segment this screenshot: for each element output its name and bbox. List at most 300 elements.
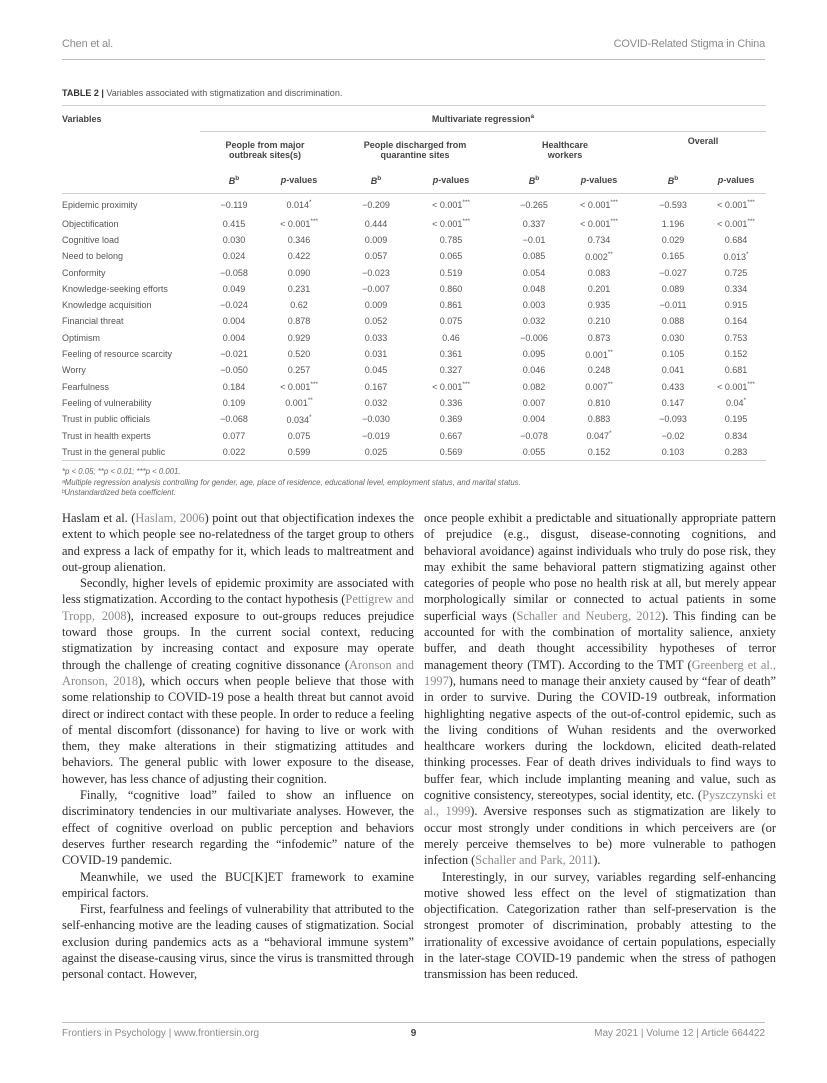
p-value: 0.075 — [439, 316, 463, 327]
p-value: 0.257 — [287, 365, 311, 376]
table-row — [62, 346, 766, 362]
p-value: 0.883 — [587, 414, 611, 425]
p-value: 0.599 — [287, 446, 311, 457]
spacer — [490, 297, 500, 313]
significance-stars: *** — [462, 381, 470, 389]
b-value: 0.030 — [222, 234, 246, 245]
b-value: 0.004 — [222, 316, 246, 327]
table-body — [62, 194, 766, 461]
b-value: −0.093 — [659, 414, 687, 425]
multivariate-header-sup: a — [530, 113, 535, 120]
footer-journal: Frontiers in Psychology | www.frontiersin.org — [62, 1028, 260, 1039]
p-subheader — [268, 168, 330, 194]
table-label: TABLE 2 | — [62, 88, 104, 98]
p-value: 0.861 — [439, 300, 463, 311]
subheader-row — [62, 168, 766, 194]
citation-link[interactable]: Schaller and Park, 2011 — [475, 853, 594, 868]
p-value: 0.090 — [287, 267, 311, 278]
spacer — [490, 264, 500, 280]
p-value: 0.007** — [585, 381, 613, 393]
paragraph — [62, 575, 414, 787]
p-value: < 0.001*** — [280, 218, 318, 230]
p-value: 0.04* — [725, 397, 747, 409]
spacer — [490, 378, 500, 394]
significance-stars: *** — [747, 218, 755, 226]
citation-link[interactable]: Greenberg et al., 1997 — [424, 657, 776, 688]
p-value: 0.014* — [286, 199, 312, 211]
text-run: Finally, “cognitive load” failed to show an influence on discriminatory tendencies in our multivariate analyses. However, the effect of cognitive overload on public perception and behaviors deserves further research regarding the “infodemic” nature of the COVID-19 pandemic. — [62, 788, 414, 868]
p-value: 0.519 — [439, 267, 463, 278]
text-run: ). Aversive responses such as stigmatization are likely to occur most strongly under conditions in which perceivers are (or merely perceive themselves to be) more vulnerable to pathogen infection ( — [424, 804, 776, 868]
p-value: 0.810 — [587, 397, 611, 408]
p-value: < 0.001*** — [432, 218, 470, 230]
multivariate-header-text: Multivariate regression — [431, 114, 531, 124]
spacer — [630, 427, 640, 443]
text-run: ). — [593, 853, 601, 868]
b-value: −0.021 — [220, 349, 248, 360]
p-value: 0.684 — [724, 234, 748, 245]
variable-name: Conformity — [62, 267, 106, 278]
body-left-column — [62, 510, 414, 983]
spacer — [490, 281, 500, 297]
b-value: 0.109 — [222, 397, 246, 408]
p-value: 0.62 — [290, 300, 308, 311]
b-sup: b — [674, 174, 679, 182]
p-subheader — [568, 168, 630, 194]
p-value: 0.520 — [287, 349, 311, 360]
variable-name: Worry — [62, 365, 86, 376]
spacer — [630, 216, 640, 232]
b-value: −0.007 — [362, 283, 390, 294]
p-value: 0.201 — [587, 283, 611, 294]
text-run: ), increased exposure to out-groups reduces prejudice toward those groups. In the current social context, reducing stigmatization by increasing contact and exposure may operate through the challenge of creating cognitive dissonance ( — [62, 608, 414, 672]
p-value: 0.422 — [287, 251, 311, 262]
b-sup: b — [377, 174, 382, 182]
p-value: 0.248 — [587, 365, 611, 376]
p-value: 0.195 — [724, 414, 748, 425]
spacer — [630, 168, 640, 194]
group-header-line: workers — [547, 149, 583, 160]
group-header-outbreak — [200, 132, 330, 168]
table-row — [62, 281, 766, 297]
p-value: 0.047* — [586, 430, 612, 441]
p-value: 0.283 — [724, 446, 748, 457]
b-value: −0.058 — [220, 267, 248, 278]
p-suffix: -values — [438, 175, 470, 186]
spacer — [490, 232, 500, 248]
spacer — [490, 346, 500, 362]
b-symbol: B — [228, 175, 236, 186]
p-value: 0.152 — [724, 349, 748, 360]
significance-stars: *** — [310, 218, 318, 226]
b-value: 0.041 — [661, 365, 685, 376]
b-value: 0.030 — [661, 332, 685, 343]
table-row — [62, 297, 766, 313]
spacer — [630, 395, 640, 411]
citation-link[interactable]: Aronson and Aronson, 2018 — [62, 657, 414, 688]
b-subheader — [640, 168, 706, 194]
spacer — [330, 378, 340, 394]
text-run: First, fearfulness and feelings of vulnerability that attributed to the self-enhancing motive are the leading causes of stigmatization. Social exclusion during pandemics acts as a “behavioral immune system” against the disease-causing virus, since the virus is transmitted through personal contact. However, — [62, 902, 414, 982]
spacer — [330, 232, 340, 248]
p-value: 0.334 — [724, 283, 748, 294]
paragraph — [62, 510, 414, 575]
text-run: ). This finding can be accounted for with the combination of mortality salience, anxiety buffer, and death thought accessibility hypotheses of terror management theory (TMT). According to the TMT ( — [424, 608, 777, 672]
significance-stars: * — [309, 199, 312, 207]
b-value: 0.077 — [222, 430, 246, 441]
p-value: 0.231 — [287, 283, 311, 294]
b-value: 0.009 — [364, 300, 388, 311]
variable-name: Trust in the general public — [62, 446, 166, 457]
spacer — [630, 330, 640, 346]
b-value: −0.019 — [362, 430, 390, 441]
table-row — [62, 444, 766, 461]
b-symbol: B — [528, 175, 536, 186]
variable-name: Fearfulness — [62, 381, 110, 392]
variable-name: Knowledge-seeking efforts — [62, 283, 168, 294]
b-value: −0.01 — [522, 234, 546, 245]
p-value: 0.164 — [724, 316, 748, 327]
b-value: −0.02 — [661, 430, 685, 441]
significance-stars: *** — [462, 218, 470, 226]
b-value: 0.029 — [661, 234, 685, 245]
significance-stars: * — [746, 250, 749, 258]
b-value: 0.045 — [364, 365, 388, 376]
b-value: 0.167 — [364, 381, 388, 392]
paragraph — [424, 869, 776, 983]
b-value: −0.006 — [520, 332, 548, 343]
page-footer — [62, 1028, 765, 1044]
p-value: 0.013* — [723, 250, 749, 262]
group-header-quarantine — [340, 132, 490, 168]
b-value: 0.147 — [661, 397, 685, 408]
significance-stars: *** — [610, 218, 618, 226]
spacer — [630, 264, 640, 280]
paragraph — [62, 901, 414, 982]
b-value: 0.007 — [522, 397, 546, 408]
spacer — [630, 346, 640, 362]
spacer — [490, 194, 500, 216]
b-value: −0.050 — [220, 365, 248, 376]
significance-stars: * — [609, 430, 612, 437]
b-value: 1.196 — [661, 218, 685, 229]
paragraph — [62, 869, 414, 902]
p-value: 0.001** — [285, 397, 313, 409]
citation-link[interactable]: Haslam, 2006 — [135, 511, 205, 525]
b-value: 0.105 — [661, 349, 685, 360]
significance-stars: *** — [310, 381, 318, 389]
significance-stars: * — [309, 413, 312, 421]
significance-stars: ** — [607, 381, 613, 389]
table-row — [62, 330, 766, 346]
spacer — [330, 427, 340, 443]
b-value: 0.082 — [522, 381, 546, 392]
spacer — [330, 248, 340, 264]
p-value: 0.785 — [439, 234, 463, 245]
b-value: 0.337 — [522, 218, 546, 229]
p-value: 0.361 — [439, 349, 463, 360]
p-value: 0.034* — [286, 413, 312, 425]
header-divider — [62, 59, 765, 60]
b-value: 0.165 — [661, 251, 685, 262]
table-row — [62, 362, 766, 378]
b-subheader — [340, 168, 412, 194]
significance-stars: *** — [747, 199, 755, 207]
spacer — [490, 395, 500, 411]
b-value: 0.433 — [661, 381, 685, 392]
variable-name: Knowledge acquisition — [62, 300, 152, 311]
b-symbol: B — [667, 175, 675, 186]
spacer — [490, 248, 500, 264]
spacer — [330, 395, 340, 411]
table-row — [62, 248, 766, 264]
spacer — [490, 216, 500, 232]
spacer — [630, 411, 640, 427]
p-value: 0.935 — [587, 300, 611, 311]
p-value: 0.681 — [724, 365, 748, 376]
p-value: < 0.001*** — [580, 218, 618, 230]
spacer — [330, 313, 340, 329]
p-symbol: p — [280, 175, 287, 186]
footer-divider — [62, 1022, 765, 1023]
citation-link[interactable]: Pettigrew and Tropp, 2008 — [62, 592, 414, 623]
multivariate-header — [200, 106, 766, 132]
group-header-line: Healthcare — [541, 139, 589, 150]
b-value: 0.022 — [222, 446, 246, 457]
p-value: 0.346 — [287, 234, 311, 245]
p-suffix: -values — [723, 175, 755, 186]
b-value: −0.011 — [659, 300, 687, 311]
p-symbol: p — [717, 175, 724, 186]
variable-name: Epidemic proximity — [62, 199, 138, 210]
spacer — [330, 330, 340, 346]
p-value: 0.873 — [587, 332, 611, 343]
p-value: 0.878 — [287, 316, 311, 327]
table-caption-text: Variables associated with stigmatization and discrimination. — [106, 88, 343, 98]
spacer — [490, 168, 500, 194]
spacer — [330, 168, 340, 194]
footer-issue: May 2021 | Volume 12 | Article 664422 — [594, 1028, 765, 1039]
b-value: 0.004 — [522, 414, 546, 425]
b-value: 0.046 — [522, 365, 546, 376]
group-header-line: People from major — [225, 139, 305, 150]
variable-name: Objectification — [62, 218, 119, 229]
b-value: 0.184 — [222, 381, 246, 392]
p-value: 0.075 — [287, 430, 311, 441]
p-value: 0.001** — [585, 348, 613, 360]
running-head-title: COVID-Related Stigma in China — [613, 38, 765, 50]
table-row — [62, 232, 766, 248]
significance-stars: ** — [607, 348, 613, 356]
b-value: 0.088 — [661, 316, 685, 327]
b-subheader — [200, 168, 268, 194]
p-value: 0.46 — [442, 332, 460, 343]
spacer — [330, 362, 340, 378]
b-value: 0.444 — [364, 218, 388, 229]
p-symbol: p — [580, 175, 587, 186]
p-value: 0.834 — [724, 430, 748, 441]
p-value: 0.369 — [439, 414, 463, 425]
spacer — [330, 297, 340, 313]
p-subheader — [706, 168, 766, 194]
variable-name: Feeling of resource scarcity — [62, 349, 173, 360]
spacer — [630, 232, 640, 248]
b-value: −0.068 — [220, 414, 248, 425]
p-value: < 0.001*** — [432, 381, 470, 393]
b-value: −0.265 — [520, 199, 548, 210]
variable-name: Financial threat — [62, 316, 124, 327]
significance-stars: ** — [607, 250, 613, 258]
significance-stars: * — [743, 397, 747, 405]
b-value: 0.095 — [522, 349, 546, 360]
p-value: 0.569 — [439, 446, 463, 457]
b-symbol: B — [370, 175, 378, 186]
group-header-line: quarantine sites — [380, 149, 450, 160]
b-value: 0.032 — [364, 397, 388, 408]
citation-link[interactable]: Schaller and Neuberg, 2012 — [516, 608, 662, 623]
variable-name: Need to belong — [62, 251, 124, 262]
paragraph — [62, 787, 414, 868]
b-value: 0.024 — [222, 251, 246, 262]
variables-header: Variables — [62, 113, 102, 124]
footnote-a: ᵃMultiple regression analysis controlling for gender, age, place of residence, educational level, employment status, and marital status. — [62, 477, 521, 487]
p-value: < 0.001*** — [717, 381, 755, 393]
spacer — [490, 444, 500, 461]
spacer — [630, 362, 640, 378]
significance-stars: *** — [462, 199, 470, 207]
b-value: 0.049 — [222, 283, 246, 294]
table-row — [62, 264, 766, 280]
p-value: 0.327 — [439, 365, 463, 376]
table-caption — [62, 88, 342, 98]
citation-link[interactable]: Pyszczynski et al., 1999 — [424, 788, 776, 819]
variable-name: Feeling of vulnerability — [62, 397, 152, 408]
p-value: 0.929 — [287, 332, 311, 343]
p-value: < 0.001*** — [717, 218, 755, 230]
b-value: −0.023 — [362, 267, 390, 278]
spacer — [630, 297, 640, 313]
b-value: 0.052 — [364, 316, 388, 327]
b-sup: b — [235, 174, 240, 182]
b-value: −0.119 — [220, 199, 248, 210]
b-value: 0.033 — [364, 332, 388, 343]
b-value: 0.057 — [364, 251, 388, 262]
group-header-overall — [640, 132, 766, 168]
b-value: −0.027 — [659, 267, 687, 278]
text-run: Haslam et al. ( — [62, 511, 136, 525]
text-run: ) point out that objectification indexes the extent to which people see no-relatedness of the target group to others and express a lack of empathy for it, which leads to maltreatment and out-group alienation. — [62, 511, 414, 574]
p-suffix: -values — [286, 175, 318, 186]
table-row — [62, 427, 766, 443]
variable-name: Trust in health experts — [62, 430, 151, 441]
b-value: 0.003 — [522, 300, 546, 311]
table-row — [62, 313, 766, 329]
table-row — [62, 194, 766, 216]
table-row — [62, 411, 766, 427]
variable-name: Optimism — [62, 332, 100, 343]
p-value: 0.734 — [587, 234, 611, 245]
group-header-line: outbreak sites(s) — [228, 149, 302, 160]
spacer — [330, 194, 340, 216]
page-number: 9 — [410, 1028, 417, 1039]
text-run: ), which occurs when people believe that those with some relationship to COVID-19 pose a health threat but cannot avoid direct or indirect contact with these people. In order to reduce a feeling of mental discomfort (dissonance) for having to live or work with them, they make alterations in their stigmatizing attitudes and behaviors. The general public with lower exposure to the disease, however, has less chance of adjusting their cognition. — [62, 673, 415, 786]
table-row — [62, 378, 766, 394]
running-head — [62, 38, 765, 58]
b-value: 0.089 — [661, 283, 685, 294]
b-value: 0.031 — [364, 349, 388, 360]
spacer — [490, 427, 500, 443]
significance-stars: *** — [747, 381, 755, 389]
spacer — [630, 248, 640, 264]
variable-name: Cognitive load — [62, 234, 120, 245]
p-value: < 0.001*** — [432, 199, 470, 211]
running-head-authors: Chen et al. — [62, 38, 114, 50]
spacer — [62, 168, 200, 194]
p-value: 0.725 — [724, 267, 748, 278]
b-value: 0.054 — [522, 267, 546, 278]
b-value: −0.209 — [362, 199, 390, 210]
text-run: Interestingly, in our survey, variables regarding self-enhancing motive showed less effect on the level of stigmatization than objectification. Categorization rather than self-preservation is the strongest promoter of discrimination, probably attesting to the irrationality of excessive avoidance of certain populations, especially in the later-stage COVID-19 pandemic when the stress of pathogen transmission has been reduced. — [424, 869, 776, 982]
p-symbol: p — [432, 175, 439, 186]
p-suffix: -values — [586, 175, 618, 186]
b-value: −0.078 — [520, 430, 548, 441]
body-right-column — [424, 510, 776, 983]
b-value: 0.415 — [222, 218, 246, 229]
b-value: 0.103 — [661, 446, 685, 457]
p-value: 0.860 — [439, 283, 463, 294]
p-value: 0.667 — [439, 430, 463, 441]
b-value: −0.024 — [220, 300, 248, 311]
text-run: ), humans need to manage their anxiety caused by “fear of death” in order to survive. During the COVID-19 outbreak, information highlighting negative aspects of the out-of-control epidemic, such as the living conditions of Wuhan residents and the overworked healthcare workers during the lockdown, elicited death-related thinking processes. Fear of death drives individuals to find ways to buffer fear, which include implanting meaning and value, such as cognitive consistency, stereotypes, social identity, etc. ( — [424, 673, 776, 803]
b-sup: b — [535, 174, 540, 182]
spacer — [330, 216, 340, 232]
table-row — [62, 395, 766, 411]
text-run: once people exhibit a predictable and situationally appropriate pattern of prejudice (e.g., disgust, disease-connoting cognitions, and behavioral avoidance) against individuals who truly do pose risk, they may exhibit the same behavioral pattern stigmatizing against other categories of people who pose no health risk at all, but merely appear morphologically similar or connected to actual patients in some superficial ways ( — [424, 511, 776, 623]
p-value: 0.152 — [587, 446, 611, 457]
b-value: −0.030 — [362, 414, 390, 425]
b-value: 0.032 — [522, 316, 546, 327]
spacer — [490, 362, 500, 378]
variable-name: Trust in public officials — [62, 414, 151, 425]
p-value: < 0.001*** — [280, 381, 318, 393]
group-header-healthcare — [500, 132, 630, 168]
b-value: 0.025 — [364, 446, 388, 457]
b-value: −0.593 — [659, 199, 687, 210]
spacer — [630, 378, 640, 394]
paragraph — [424, 510, 776, 869]
group-header-line: People discharged from — [363, 139, 467, 150]
p-value: 0.210 — [587, 316, 611, 327]
p-value: 0.083 — [587, 267, 611, 278]
footnote-significance: *p < 0.05; **p < 0.01; ***p < 0.001. — [62, 467, 181, 476]
spacer — [490, 411, 500, 427]
significance-stars: *** — [610, 199, 618, 207]
b-value: 0.048 — [522, 283, 546, 294]
p-value: 0.753 — [724, 332, 748, 343]
p-subheader — [412, 168, 490, 194]
b-value: 0.085 — [522, 251, 546, 262]
spacer — [330, 411, 340, 427]
spacer — [630, 313, 640, 329]
spacer — [490, 313, 500, 329]
regression-table — [62, 105, 766, 467]
p-value: 0.336 — [439, 397, 463, 408]
spacer — [490, 330, 500, 346]
spacer — [330, 281, 340, 297]
text-run: Secondly, higher levels of epidemic proximity are associated with less stigmatization. According to the contact hypothesis ( — [62, 576, 414, 607]
table-row — [62, 216, 766, 232]
footnote-b: ᵇUnstandardized beta coefficient. — [62, 488, 176, 497]
